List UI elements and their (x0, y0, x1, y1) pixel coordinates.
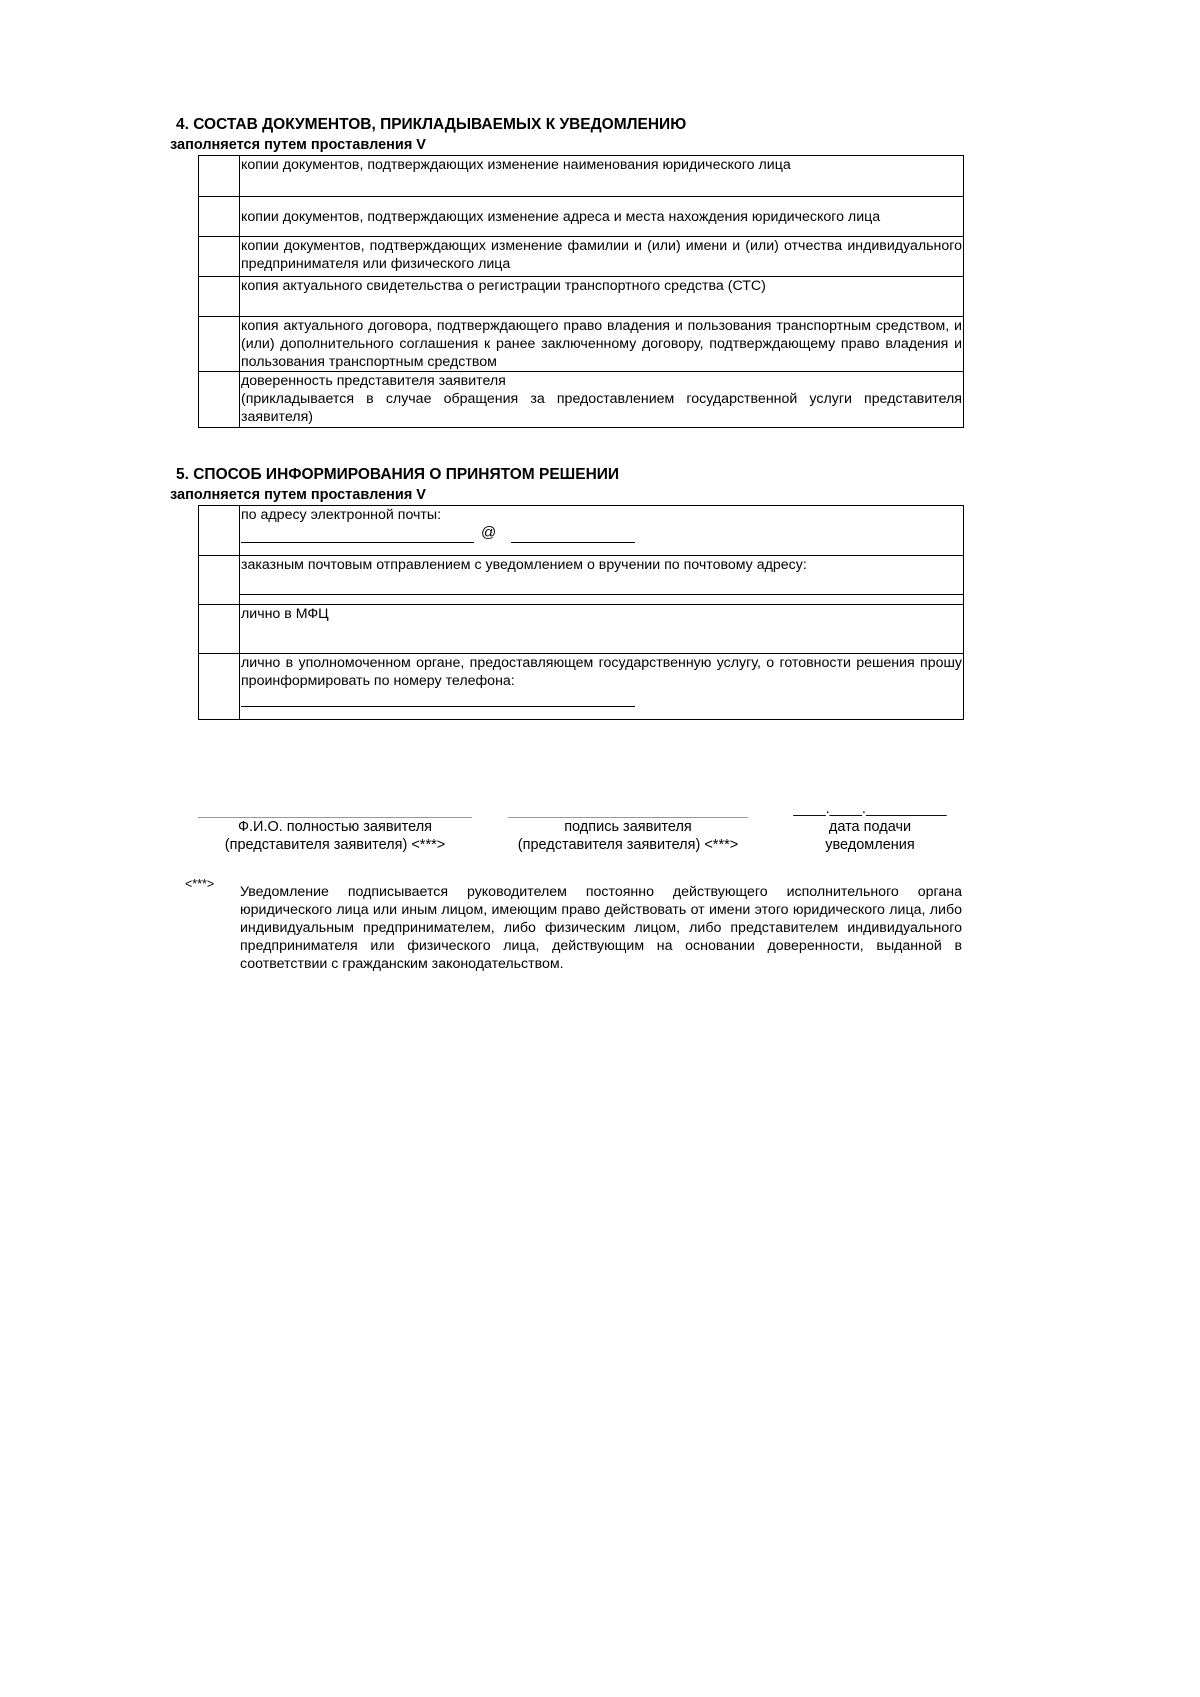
fio-block (198, 817, 472, 854)
checkbox-cell[interactable] (199, 654, 240, 720)
item-cell (240, 654, 964, 720)
section5-title: 5. СПОСОБ ИНФОРМИРОВАНИЯ О ПРИНЯТОМ РЕШЕНИИ (176, 466, 620, 483)
table-row (199, 654, 964, 720)
table-row (199, 506, 964, 556)
item-text: копии документов, подтверждающих изменение наименования юридического лица (240, 156, 964, 197)
table-row (199, 317, 964, 372)
address-field[interactable] (240, 594, 963, 595)
sign-block (508, 817, 748, 854)
item-text: доверенность представителя заявителя (241, 373, 506, 389)
section5-table (198, 505, 964, 720)
item-text: лично в МФЦ (240, 605, 964, 654)
checkbox-cell[interactable] (199, 506, 240, 556)
table-row (199, 605, 964, 654)
table-row (199, 197, 964, 237)
item-text: копия актуального договора, подтверждающего право владения и пользования транспортным средством, и (или) дополнительного соглашения к ранее заключенному договору, подтверждающему право владения и пользования транспортным средством (241, 318, 962, 370)
checkbox-cell[interactable] (199, 372, 240, 428)
checkbox-cell[interactable] (199, 605, 240, 654)
checkbox-cell[interactable] (199, 317, 240, 372)
date-sublabel: уведомления (825, 837, 915, 853)
table-row (199, 556, 964, 605)
section5-subtitle: заполняется путем проставления V (170, 487, 426, 503)
date-label: дата подачи (828, 819, 912, 835)
item-text: копии документов, подтверждающих изменение адреса и места нахождения юридического лица (240, 197, 964, 237)
item-cell (240, 506, 964, 556)
item-text: по адресу электронной почты: (241, 507, 442, 523)
section4-subtitle: заполняется путем проставления V (170, 137, 426, 153)
table-row (199, 156, 964, 197)
item-note: (прикладывается в случае обращения за предоставлением государственной услуги представителя заявителя) (241, 391, 962, 425)
item-text: копии документов, подтверждающих изменение фамилии и (или) имени и (или) отчества индивидуального предпринимателя или физического лица (240, 237, 964, 277)
checkbox-cell[interactable] (199, 197, 240, 237)
item-cell (240, 556, 964, 605)
checkbox-cell[interactable] (199, 156, 240, 197)
at-sign: @ (481, 524, 497, 541)
table-row (199, 277, 964, 317)
fio-label: Ф.И.О. полностью заявителя (237, 819, 433, 835)
fio-sublabel: (представителя заявителя) <***> (224, 837, 446, 853)
date-block (775, 800, 965, 854)
sign-sublabel: (представителя заявителя) <***> (517, 837, 739, 853)
table-row (199, 372, 964, 428)
checkbox-cell[interactable] (199, 556, 240, 605)
item-cell (240, 372, 964, 428)
email-user-line[interactable] (241, 526, 474, 543)
sign-label: подпись заявителя (564, 819, 692, 835)
checkbox-cell[interactable] (199, 237, 240, 277)
checkbox-cell[interactable] (199, 277, 240, 317)
footnote-mark: <***> (185, 877, 215, 891)
item-text: копия актуального свидетельства о регистрации транспортного средства (СТС) (240, 277, 964, 317)
section4-title: 4. СОСТАВ ДОКУМЕНТОВ, ПРИКЛАДЫВАЕМЫХ К УВЕДОМЛЕНИЮ (176, 116, 687, 133)
table-row (199, 237, 964, 277)
item-text: заказным почтовым отправлением с уведомлением о вручении по почтовому адресу: (241, 557, 807, 573)
phone-field[interactable] (241, 690, 635, 707)
date-field[interactable]: ____.____.__________ (793, 801, 947, 817)
item-text: лично в уполномоченном органе, предоставляющем государственную услугу, о готовности решения прошу проинформировать по номеру телефона: (241, 655, 962, 689)
footnote-text: Уведомление подписывается руководителем постоянно действующего исполнительного органа юридического лица или иным лицом, имеющим право действовать от имени этого юридического лица, либо индивидуальным предпринимателем, либо физическим лицом, либо представителем индивидуального предпринимателя или физического лица, действующим на основании доверенности, выданной в соответствии с гражданским законодательством. (240, 884, 962, 972)
section4-table (198, 155, 964, 428)
email-domain-line[interactable] (511, 526, 635, 543)
email-field[interactable] (241, 524, 962, 546)
